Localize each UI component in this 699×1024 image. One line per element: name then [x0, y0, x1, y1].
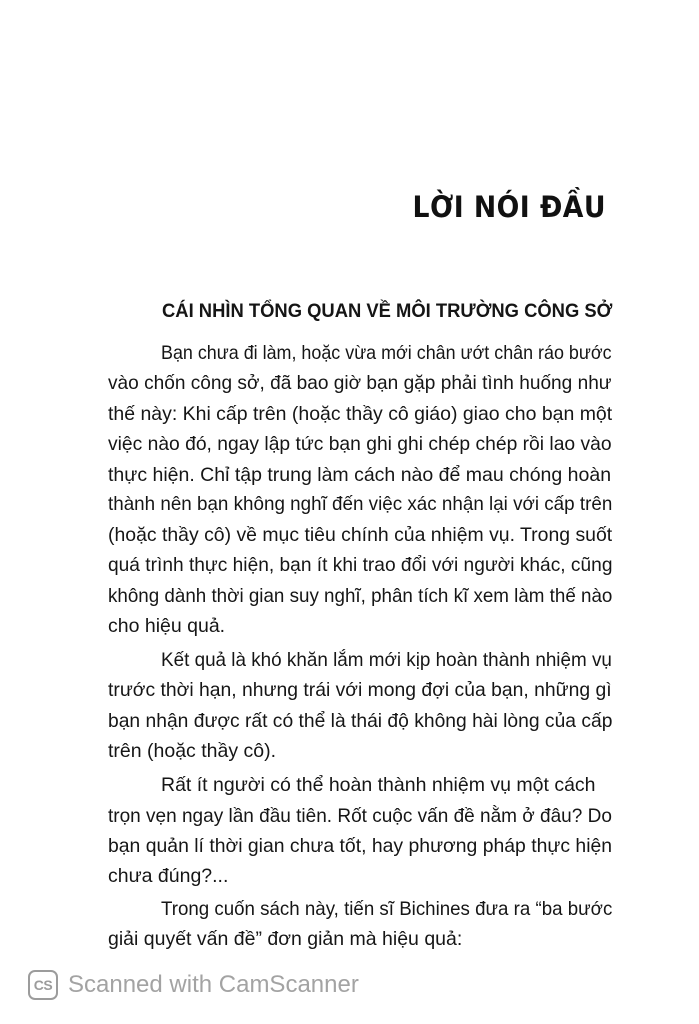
watermark-text: Scanned with CamScanner — [68, 971, 359, 998]
text-line: quá trình thực hiện, bạn ít khi trao đổi với người khác, cũng — [108, 554, 613, 576]
text-line: Kết quả là khó khăn lắm mới kịp hoàn thành nhiệm vụ — [161, 649, 612, 671]
text-line: giải quyết vấn đề” đơn giản mà hiệu quả: — [108, 928, 463, 950]
text-line: vào chốn công sở, đã bao giờ bạn gặp phải tình huống như — [108, 372, 612, 394]
text-line: thực hiện. Chỉ tập trung làm cách nào để mau chóng hoàn — [108, 464, 612, 486]
text-line: Rất ít người có thể hoàn thành nhiệm vụ một cách — [161, 774, 596, 796]
text-line: trên (hoặc thầy cô). — [108, 740, 276, 762]
text-line: cho hiệu quả. — [108, 615, 226, 637]
text-line: trước thời hạn, nhưng trái với mong đợi của bạn, những gì — [108, 679, 612, 701]
text-line: bạn nhận được rất có thể là thái độ không hài lòng của cấp — [108, 710, 613, 732]
text-line: trọn vẹn ngay lần đầu tiên. Rốt cuộc vấn đề nằm ở đâu? Do — [108, 805, 612, 827]
text-line: bạn quản lí thời gian chưa tốt, hay phương pháp thực hiện — [108, 835, 613, 857]
text-line: Bạn chưa đi làm, hoặc vừa mới chân ướt chân ráo bước — [161, 342, 612, 364]
camscanner-logo-icon: CS — [28, 970, 58, 1000]
text-line: không dành thời gian suy nghĩ, phân tích kĩ xem làm thế nào — [108, 585, 613, 607]
text-line: thế này: Khi cấp trên (hoặc thầy cô giáo) giao cho bạn một — [108, 403, 613, 425]
text-line: chưa đúng?... — [108, 865, 229, 887]
page-title: LỜI NÓI ĐẦU — [412, 190, 606, 224]
text-line: Trong cuốn sách này, tiến sĩ Bichines đưa ra “ba bước — [161, 898, 613, 920]
camscanner-watermark — [28, 968, 359, 1002]
text-line: (hoặc thầy cô) về mục tiêu chính của nhiệm vụ. Trong suốt — [108, 524, 613, 546]
section-heading: CÁI NHÌN TỔNG QUAN VỀ MÔI TRƯỜNG CÔNG SỞ — [162, 300, 613, 322]
text-line: việc nào đó, ngay lập tức bạn ghi ghi chép chép rồi lao vào — [108, 433, 612, 455]
text-line: thành nên bạn không nghĩ đến việc xác nhận lại với cấp trên — [108, 493, 613, 515]
